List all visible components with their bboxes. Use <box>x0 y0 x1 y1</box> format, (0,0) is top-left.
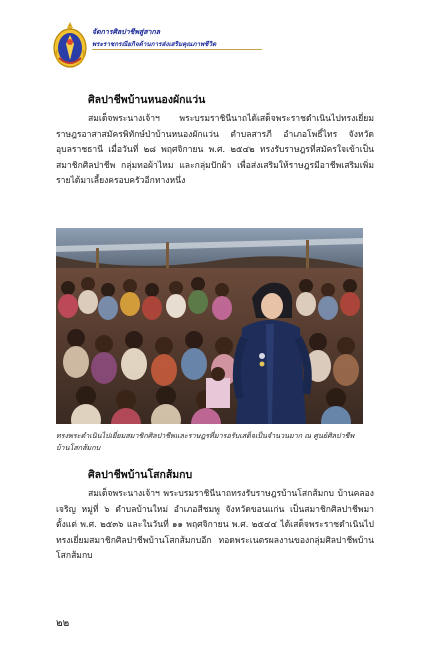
page-number: ๒๒ <box>56 618 70 629</box>
paragraph-text: สมเด็จพระนางเจ้าฯ พระบรมราชินีนาถทรงรับราษฎรบ้านโสกส้มกบ บ้านคลองเจริญ หมู่ที่ ๖ ตำบลบ้านใหม่ อำเภอสีชมพู จังหวัดขอนแก่น เป็นสมาชิกศิลปาชีพมาตั้งแต่ พ.ศ. ๒๕๓๖ และในวันที่ ๑๑ พฤศจิกายน พ.ศ. ๒๕๔๔ ได้เสด็จพระราชดำเนินไปทรงเยี่ยมสมาชิกศิลปาชีพบ้านโสกส้มกบอีก ทอดพระเนตรผลงานของกลุ่มศิลปาชีพบ้านโสกส้มกบ <box>56 489 374 562</box>
section-title-nong-phak-waen: ศิลปาชีพบ้านหนองผักแว่น <box>88 94 206 106</box>
header-brand-line2: พระราชกรณียกิจด้านการส่งเสริมคุณภาพชีวิต <box>92 41 217 48</box>
paragraph-text: สมเด็จพระนางเจ้าฯ พระบรมราชินีนาถได้เสด็จพระราชดำเนินไปทรงเยี่ยมราษฎรอาสาสมัครพิทักษ์ป่าบ้านหนองผักแว่น ตำบลสารภี อำเภอโพธิ์ไทร จังหวัดอุบลราชธานี เมื่อวันที่ ๒๘ พฤศจิกายน พ.ศ. ๒๕๔๒ ทรงรับราษฎรที่สมัครใจเข้าเป็นสมาชิกศิลปาชีพ กลุ่มทอผ้าไหม และกลุ่มปักผ้า เพื่อส่งเสริมให้ราษฎรมีอาชีพเสริมเพิ่มรายได้มาเลี้ยงครอบครัวอีกทางหนึ่ง <box>56 114 374 187</box>
section-paragraph-nong-phak-waen <box>56 112 374 190</box>
royal-emblem-logo <box>52 20 88 70</box>
section-paragraph-sok-som-kop <box>56 487 374 565</box>
header-divider <box>92 49 262 50</box>
page-header <box>52 20 392 72</box>
header-brand-line1: จัดการศิลปาชีพสู่สากล <box>92 28 161 36</box>
section-title-sok-som-kop: ศิลปาชีพบ้านโสกส้มกบ <box>88 469 193 481</box>
photo-caption: ทรงพระดำเนินไปเยี่ยมสมาชิกศิลปาชีพและราษฎรที่มารอรับเสด็จเป็นจำนวนมาก ณ ศูนย์ศิลปาชีพบ้านโสกส้มกบ <box>56 431 355 452</box>
photo-queen-visiting-villagers <box>56 228 363 424</box>
